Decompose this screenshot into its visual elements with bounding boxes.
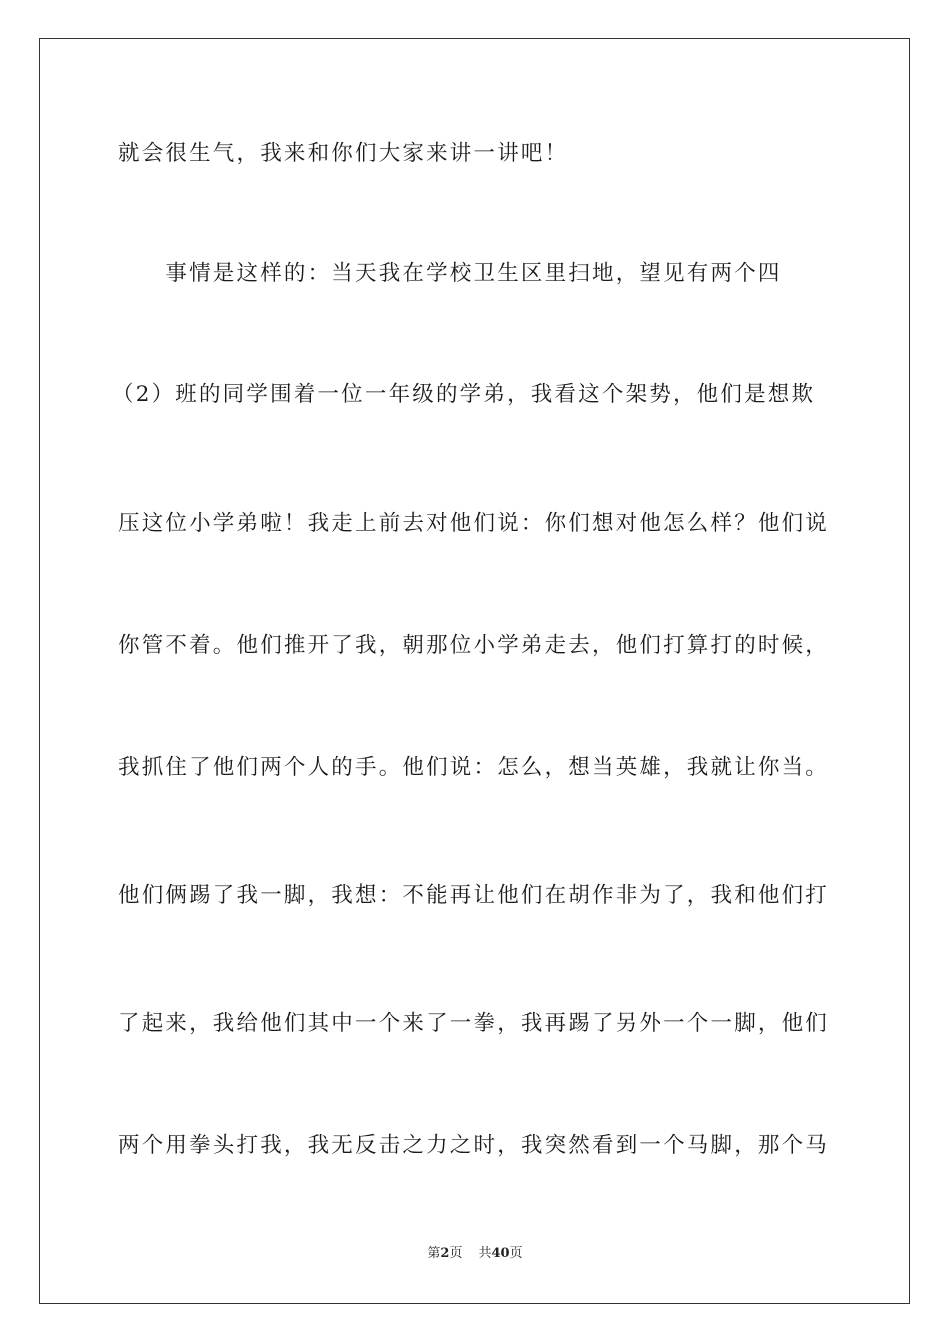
page-label-suffix: 页 bbox=[449, 1246, 463, 1261]
total-label-prefix: 共 bbox=[478, 1246, 492, 1261]
body-text-line: 就会很生气，我来和你们大家来讲一讲吧！ bbox=[118, 141, 569, 166]
page-label-prefix: 第 bbox=[427, 1246, 441, 1261]
current-page-number: 2 bbox=[440, 1246, 450, 1261]
body-text-line: 你管不着。他们推开了我，朝那位小学弟走去，他们打算打的时候， bbox=[118, 633, 830, 658]
body-text-line: 我抓住了他们两个人的手。他们说：怎么，想当英雄，我就让你当。 bbox=[118, 755, 830, 780]
body-text-line: 他们俩踢了我一脚，我想：不能再让他们在胡作非为了，我和他们打 bbox=[118, 883, 830, 908]
body-text-line: 压这位小学弟啦！我走上前去对他们说：你们想对他怎么样？他们说 bbox=[118, 511, 830, 536]
page-border bbox=[39, 38, 910, 1304]
total-label-suffix: 页 bbox=[509, 1246, 523, 1261]
body-text-line: 两个用拳头打我，我无反击之力之时，我突然看到一个马脚，那个马 bbox=[118, 1133, 830, 1158]
total-page-count: 40 bbox=[491, 1246, 510, 1261]
page-footer bbox=[0, 1245, 950, 1263]
body-text-line: 事情是这样的：当天我在学校卫生区里扫地，望见有两个四 bbox=[118, 261, 782, 286]
body-text-line: 了起来，我给他们其中一个来了一拳，我再踢了另外一个一脚，他们 bbox=[118, 1011, 830, 1036]
body-text-line: （2）班的同学围着一位一年级的学弟，我看这个架势，他们是想欺 bbox=[112, 382, 816, 407]
